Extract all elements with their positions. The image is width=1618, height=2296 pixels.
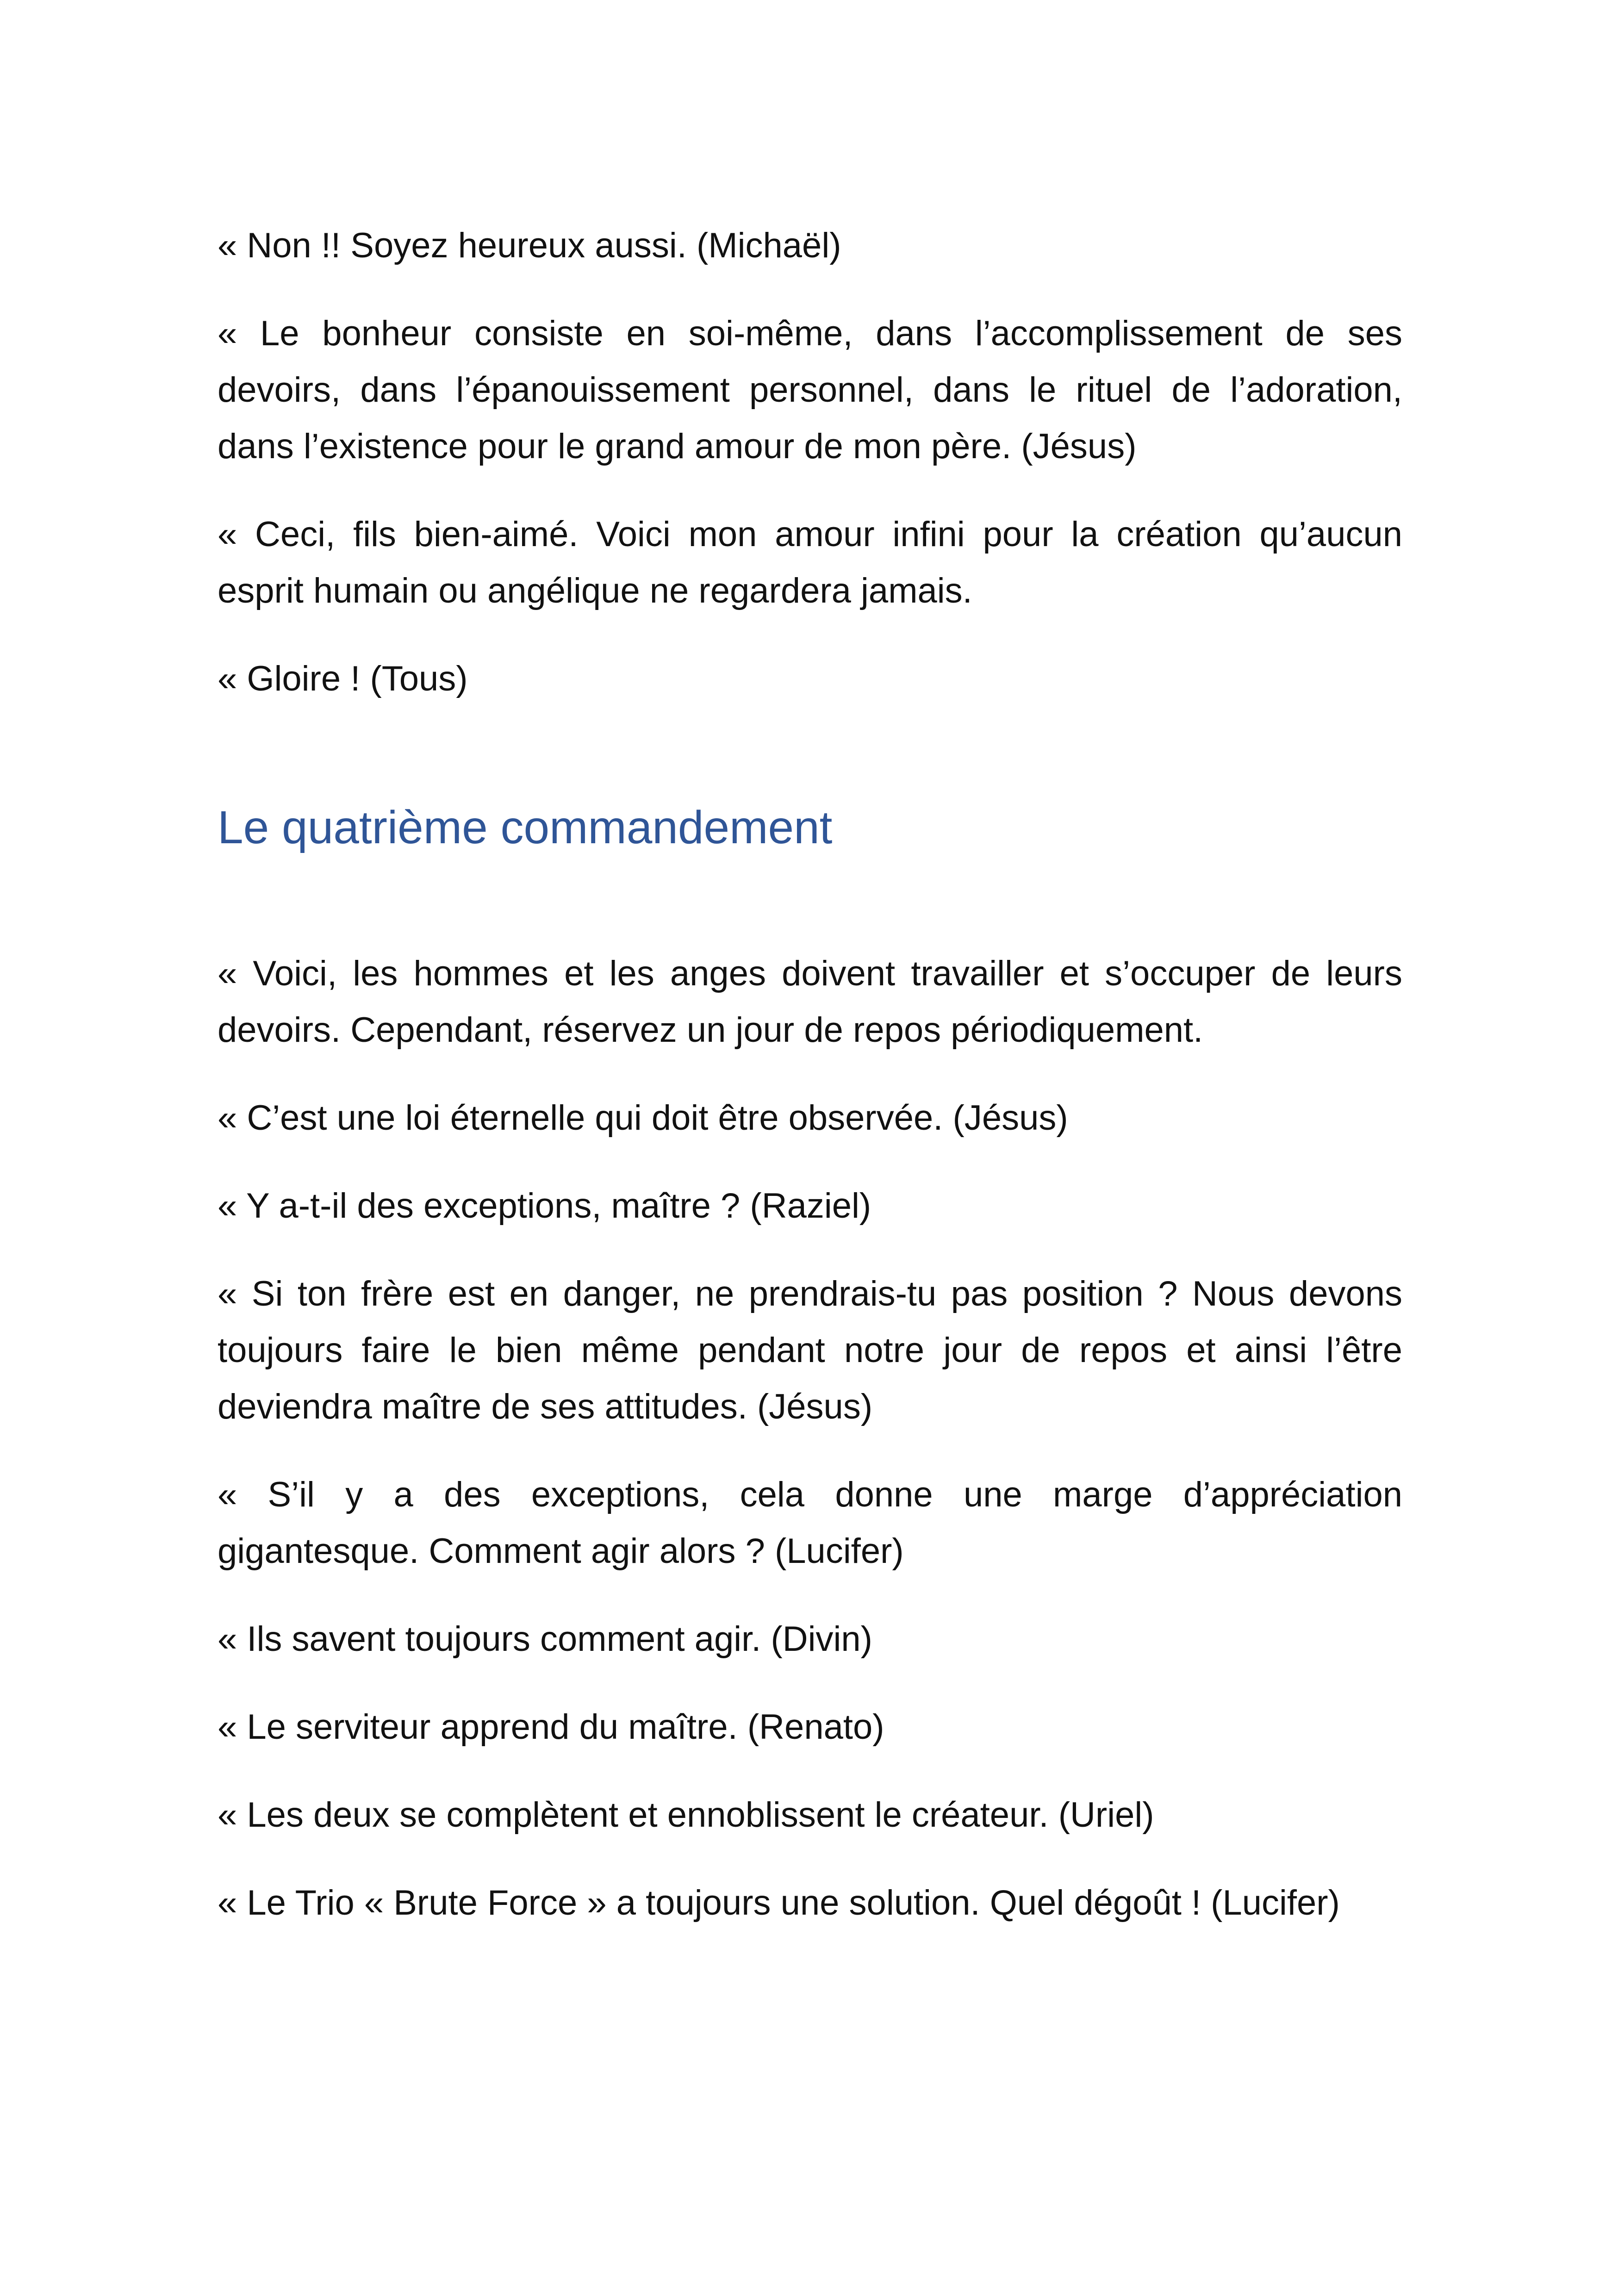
section-heading: Le quatrième commandement — [218, 802, 833, 853]
paragraph: « S’il y a des exceptions, cela donne une marge d’appréciation gigantesque. Comment agir alors ? (Lucifer) — [218, 1475, 1402, 1571]
paragraph: « Ils savent toujours comment agir. (Divin) — [218, 1619, 872, 1659]
document-body — [218, 218, 1402, 1963]
paragraph: « Les deux se complètent et ennoblissent le créateur. (Uriel) — [218, 1795, 1154, 1835]
paragraph: « Y a-t-il des exceptions, maître ? (Raziel) — [218, 1186, 871, 1226]
paragraph: « Si ton frère est en danger, ne prendrais-tu pas position ? Nous devons toujours faire le bien même pendant notre jour de repos et ainsi l’être deviendra maître de ses attitudes. (Jésus) — [218, 1274, 1402, 1426]
paragraph: « Gloire ! (Tous) — [218, 659, 468, 698]
paragraph: « Voici, les hommes et les anges doivent travailler et s’occuper de leurs devoirs. Cependant, réservez un jour de repos périodiquement. — [218, 954, 1402, 1050]
paragraph: « Le serviteur apprend du maître. (Renato) — [218, 1707, 884, 1747]
paragraph: « Non !! Soyez heureux aussi. (Michaël) — [218, 226, 841, 265]
paragraph: « C’est une loi éternelle qui doit être observée. (Jésus) — [218, 1098, 1068, 1138]
paragraph: « Ceci, fils bien-aimé. Voici mon amour infini pour la création qu’aucun esprit humain ou angélique ne regardera jamais. — [218, 515, 1402, 610]
paragraph: « Le Trio « Brute Force » a toujours une solution. Quel dégoût ! (Lucifer) — [218, 1883, 1340, 1923]
paragraph: « Le bonheur consiste en soi-même, dans l’accomplissement de ses devoirs, dans l’épanouissement personnel, dans le rituel de l’adoration, dans l’existence pour le grand amour de mon père. (Jésus) — [218, 314, 1402, 466]
